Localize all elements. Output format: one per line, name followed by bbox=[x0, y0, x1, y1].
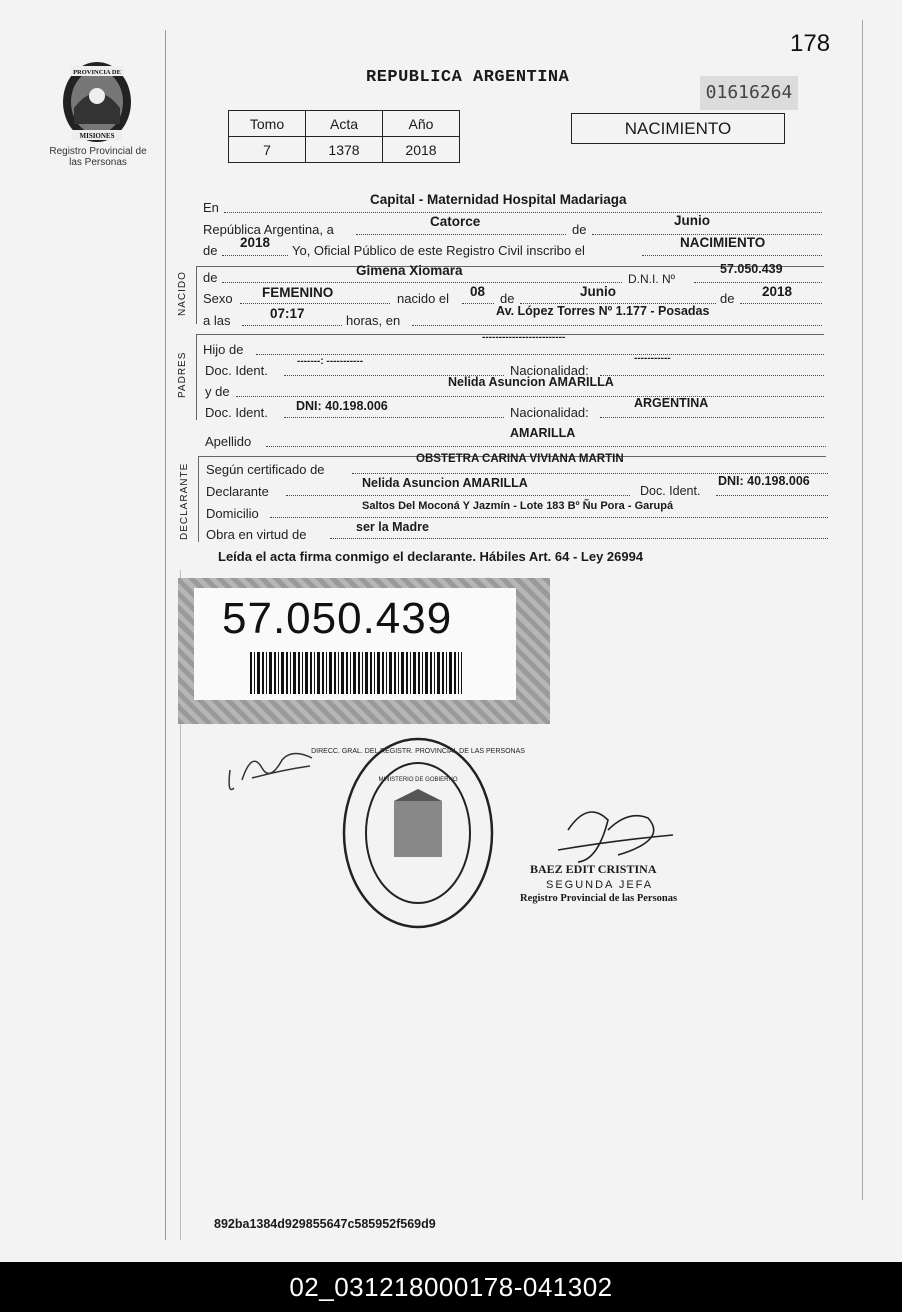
child-dni-value: 57.050.439 bbox=[720, 262, 783, 276]
dotted-line bbox=[462, 303, 494, 304]
declarante-section-label: DECLARANTE bbox=[179, 462, 190, 540]
dotted-line bbox=[270, 517, 828, 518]
sticker-panel bbox=[194, 588, 516, 700]
declarante-label: Declarante bbox=[206, 484, 269, 499]
crest-bottom-text: MISIONES bbox=[79, 132, 115, 140]
sexo-label: Sexo bbox=[203, 291, 233, 306]
crest-label: Registro Provincial de las Personas bbox=[49, 146, 147, 168]
sticker-dni: 57.050.439 bbox=[222, 594, 453, 643]
month-value: Junio bbox=[674, 213, 710, 228]
right-rule bbox=[862, 20, 863, 1200]
apellido-value: AMARILLA bbox=[510, 426, 576, 440]
declarante-doc-value: DNI: 40.198.006 bbox=[718, 474, 810, 488]
dni-sticker bbox=[178, 578, 550, 724]
a-las-label: a las bbox=[203, 313, 231, 328]
dotted-line bbox=[222, 282, 622, 283]
certificado-label: Según certificado de bbox=[206, 462, 325, 477]
birth-place-value: Av. López Torres Nº 1.177 - Posadas bbox=[496, 304, 710, 318]
republica-label: República Argentina, a bbox=[203, 222, 334, 237]
dotted-line bbox=[222, 255, 288, 256]
father-doc-value: -------: ----------- bbox=[297, 356, 364, 367]
registry-seal-icon bbox=[311, 735, 525, 931]
dotted-line bbox=[642, 255, 822, 256]
mother-nationality-label: Nacionalidad: bbox=[510, 405, 589, 420]
en-label: En bbox=[203, 200, 219, 215]
domicilio-value: Saltos Del Moconá Y Jazmín - Lote 183 Bº Ñu Pora - Garupá bbox=[362, 500, 674, 512]
dotted-line bbox=[330, 538, 828, 539]
acta-header: Acta bbox=[306, 111, 383, 137]
officer-org: Registro Provincial de las Personas bbox=[520, 893, 678, 904]
officer-role: SEGUNDA JEFA bbox=[546, 879, 654, 891]
acta-value: 1378 bbox=[306, 137, 383, 163]
page-number: 178 bbox=[790, 30, 831, 57]
hijo-de-label: Hijo de bbox=[203, 342, 244, 357]
dotted-line bbox=[224, 212, 822, 213]
mother-name-value: Nelida Asuncion AMARILLA bbox=[448, 375, 614, 389]
place-value: Capital - Maternidad Hospital Madariaga bbox=[370, 192, 627, 207]
barcode bbox=[250, 652, 462, 694]
dotted-line bbox=[240, 303, 390, 304]
dotted-line bbox=[412, 325, 822, 326]
dotted-line bbox=[600, 375, 824, 376]
nacido-section-label: NACIDO bbox=[177, 271, 188, 316]
section-bar bbox=[196, 334, 197, 420]
mother-doc-label: Doc. Ident. bbox=[205, 405, 268, 420]
domicilio-label: Domicilio bbox=[206, 506, 259, 521]
dotted-line bbox=[236, 396, 824, 397]
birth-year-value: 2018 bbox=[762, 284, 793, 299]
crest-top-text: PROVINCIA DE bbox=[73, 69, 121, 76]
inscribed-value: NACIMIENTO bbox=[680, 235, 766, 250]
horas-label: horas, en bbox=[346, 313, 401, 328]
record-type-box: NACIMIENTO bbox=[571, 113, 785, 144]
dotted-line bbox=[284, 417, 504, 418]
dotted-line bbox=[694, 282, 822, 283]
mother-doc-value: DNI: 40.198.006 bbox=[296, 399, 388, 413]
dni-label: D.N.I. Nº bbox=[628, 272, 676, 286]
father-doc-label: Doc. Ident. bbox=[205, 363, 268, 378]
apellido-label: Apellido bbox=[205, 434, 252, 449]
officer-text: Yo, Oficial Público de este Registro Civil inscribo el bbox=[292, 243, 585, 258]
padres-section-label: PADRES bbox=[177, 351, 188, 398]
control-number: 01616264 bbox=[700, 76, 798, 110]
dotted-line bbox=[242, 325, 342, 326]
seal-ring-text: DIRECC. GRAL. DEL REGISTR. PROVINCIAL DE LAS PERSONAS bbox=[311, 748, 525, 755]
birth-day-value: 08 bbox=[470, 284, 486, 299]
document-title: REPUBLICA ARGENTINA bbox=[366, 68, 570, 87]
nacido-de-label: de bbox=[203, 270, 218, 285]
dotted-line bbox=[740, 303, 822, 304]
officer-name: BAEZ EDIT CRISTINA bbox=[530, 862, 657, 876]
dotted-line bbox=[286, 495, 630, 496]
child-name-value: Gimena Xiomara bbox=[356, 263, 463, 278]
de-label: de bbox=[572, 222, 587, 237]
sexo-value: FEMENINO bbox=[262, 285, 334, 300]
certificado-value: OBSTETRA CARINA VIVIANA MARTIN bbox=[416, 453, 624, 465]
register-table bbox=[228, 110, 460, 163]
dotted-line bbox=[266, 446, 826, 447]
province-crest-icon bbox=[60, 58, 134, 144]
closing-text: Leída el acta firma conmigo el declarante. Hábiles Art. 64 - Ley 26994 bbox=[218, 549, 644, 564]
father-nationality-label: Nacionalidad: bbox=[510, 363, 589, 378]
birth-month-value: Junio bbox=[580, 284, 616, 299]
de-label-3: de bbox=[720, 291, 735, 306]
tomo-value: 7 bbox=[229, 137, 306, 163]
year-value: 2018 bbox=[240, 235, 271, 250]
dotted-line bbox=[600, 417, 824, 418]
margin-rule bbox=[165, 30, 166, 1240]
de-label-2: de bbox=[500, 291, 515, 306]
nacido-el-label: nacido el bbox=[397, 291, 450, 306]
tomo-header: Tomo bbox=[229, 111, 306, 137]
dotted-line bbox=[356, 234, 566, 235]
day-value: Catorce bbox=[430, 214, 481, 229]
dotted-line bbox=[716, 495, 828, 496]
declarant-signature-icon bbox=[222, 740, 322, 800]
declarante-doc-label: Doc. Ident. bbox=[640, 484, 701, 498]
anio-value: 2018 bbox=[383, 137, 460, 163]
obra-label: Obra en virtud de bbox=[206, 527, 307, 542]
father-name-value: ------------------------- bbox=[482, 332, 566, 343]
anio-header: Año bbox=[383, 111, 460, 137]
footer-id: 02_031218000178-041302 bbox=[0, 1262, 902, 1312]
mother-nationality-value: ARGENTINA bbox=[634, 396, 709, 410]
obra-value: ser la Madre bbox=[356, 520, 429, 534]
dotted-line bbox=[256, 354, 824, 355]
declarante-value: Nelida Asuncion AMARILLA bbox=[362, 476, 528, 490]
officer-signature-icon bbox=[548, 800, 678, 870]
birth-time-value: 07:17 bbox=[270, 306, 305, 321]
year-prefix-label: de bbox=[203, 243, 218, 258]
section-bar bbox=[198, 456, 199, 542]
father-nationality-value: ----------- bbox=[634, 353, 671, 364]
section-bar bbox=[196, 266, 197, 324]
y-de-label: y de bbox=[205, 384, 230, 399]
document-hash: 892ba1384d929855647c585952f569d9 bbox=[214, 1217, 436, 1231]
seal-inner-text: MINISTERIO DE GOBIERNO bbox=[378, 777, 458, 783]
